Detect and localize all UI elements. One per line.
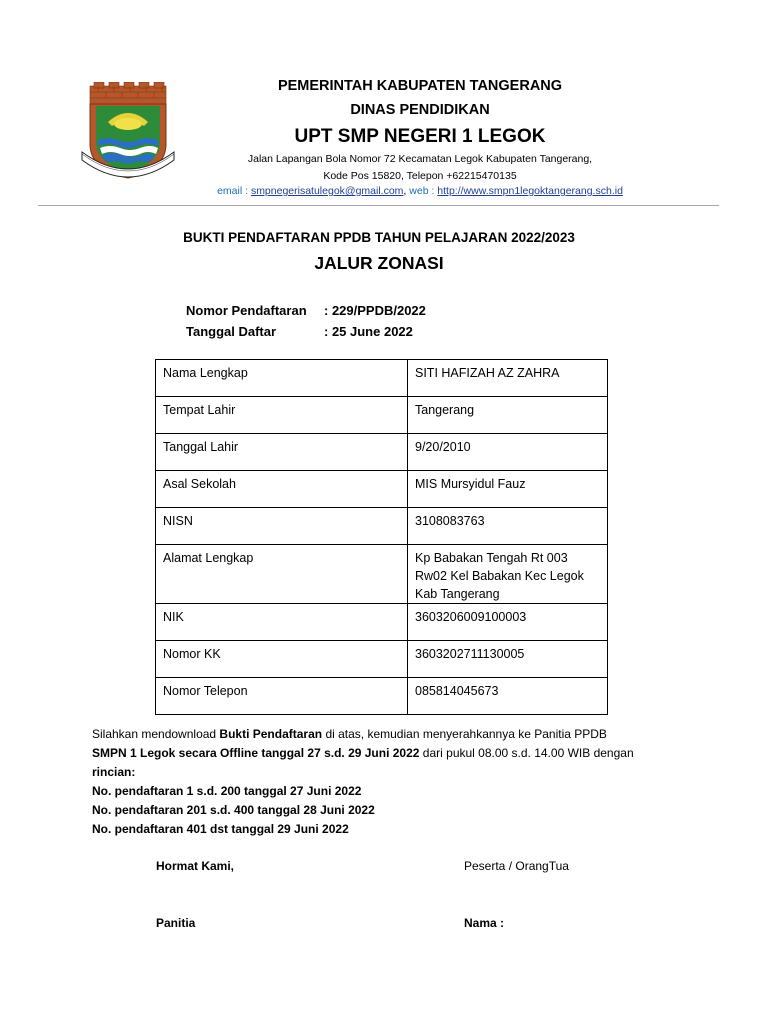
table-row [156,545,608,604]
field-value: Tangerang [408,397,608,434]
letterhead [180,76,660,199]
field-label: Tempat Lahir [156,397,408,434]
instruction-text: di atas, kemudian menyerahkannya ke Panitia PPDB [322,727,607,741]
address-line-2: Kode Pos 15820, Telepon +62215470135 [323,170,517,182]
email-label: email : [217,185,249,197]
table-row [156,508,608,545]
document-subtitle: JALUR ZONASI [314,253,444,273]
field-value: 3108083763 [408,508,608,545]
field-value: 3603206009100003 [408,604,608,641]
registration-date-row [186,321,426,342]
field-label: Nomor Telepon [156,678,408,715]
instruction-emphasis: 27 s.d. 29 Juni 2022 [307,746,420,760]
schedule-item: No. pendaftaran 201 s.d. 400 tanggal 28 Juni 2022 [92,803,375,817]
field-label: Alamat Lengkap [156,545,408,604]
field-label: NISN [156,508,408,545]
table-row [156,397,608,434]
registration-number-label: Nomor Pendaftaran [186,303,307,318]
department-name: DINAS PENDIDIKAN [350,102,490,118]
registration-number-row [186,300,426,321]
schedule-item: No. pendaftaran 401 dst tanggal 29 Juni 2022 [92,822,349,836]
field-label: Nama Lengkap [156,360,408,397]
field-label: Asal Sekolah [156,471,408,508]
table-row [156,678,608,715]
student-data-table [155,359,608,715]
registration-date-value: : 25 June 2022 [324,324,413,339]
field-value: Kp Babakan Tengah Rt 003 Rw02 Kel Babakan Kec Legok Kab Tangerang [408,545,608,604]
table-row [156,604,608,641]
field-value: 9/20/2010 [408,434,608,471]
registration-meta [186,300,426,342]
registration-date-label: Tanggal Daftar [186,324,277,339]
field-label: Nomor KK [156,641,408,678]
field-label: NIK [156,604,408,641]
web-label: web : [409,185,435,197]
instruction-text: Silahkan mendownload [92,727,220,741]
table-row [156,471,608,508]
signature-left-title: Hormat Kami, [156,859,235,873]
school-name: UPT SMP NEGERI 1 LEGOK [294,126,546,147]
address-line-1: Jalan Lapangan Bola Nomor 72 Kecamatan Legok Kabupaten Tangerang, [247,153,593,165]
instruction-emphasis: Bukti Pendaftaran [219,727,323,741]
signature-right-name: Nama : [464,916,505,930]
signature-right-title: Peserta / OrangTua [464,859,569,873]
government-name: PEMERINTAH KABUPATEN TANGERANG [277,78,563,94]
table-row [156,360,608,397]
table-row [156,434,608,471]
field-value: MIS Mursyidul Fauz [408,471,608,508]
email-link[interactable]: smpnegerisatulegok@gmail.com [250,185,404,197]
instruction-text: dari pukul 08.00 s.d. 14.00 WIB dengan [419,746,634,760]
schedule-item: No. pendaftaran 1 s.d. 200 tanggal 27 Juni 2022 [92,784,362,798]
field-label: Tanggal Lahir [156,434,408,471]
instructions-paragraph [92,725,682,839]
website-link[interactable]: http://www.smpn1legoktangerang.sch.id [437,185,623,197]
contact-line: email : smpnegerisatulegok@gmail.com, web : http://www.smpn1legoktangerang.sch.id [217,185,623,197]
header-divider [38,205,719,206]
instruction-emphasis: SMPN 1 Legok secara Offline tanggal [92,746,308,760]
field-value: 085814045673 [408,678,608,715]
table-row [156,641,608,678]
document-title: BUKTI PENDAFTARAN PPDB TAHUN PELAJARAN 2022/2023 [183,230,575,245]
signature-left-name: Panitia [156,916,196,930]
instruction-emphasis: rincian: [92,765,136,779]
registration-number-value: : 229/PPDB/2022 [324,303,426,318]
field-value: 3603202711130005 [408,641,608,678]
kabupaten-tangerang-emblem [78,82,178,182]
field-value: SITI HAFIZAH AZ ZAHRA [408,360,608,397]
